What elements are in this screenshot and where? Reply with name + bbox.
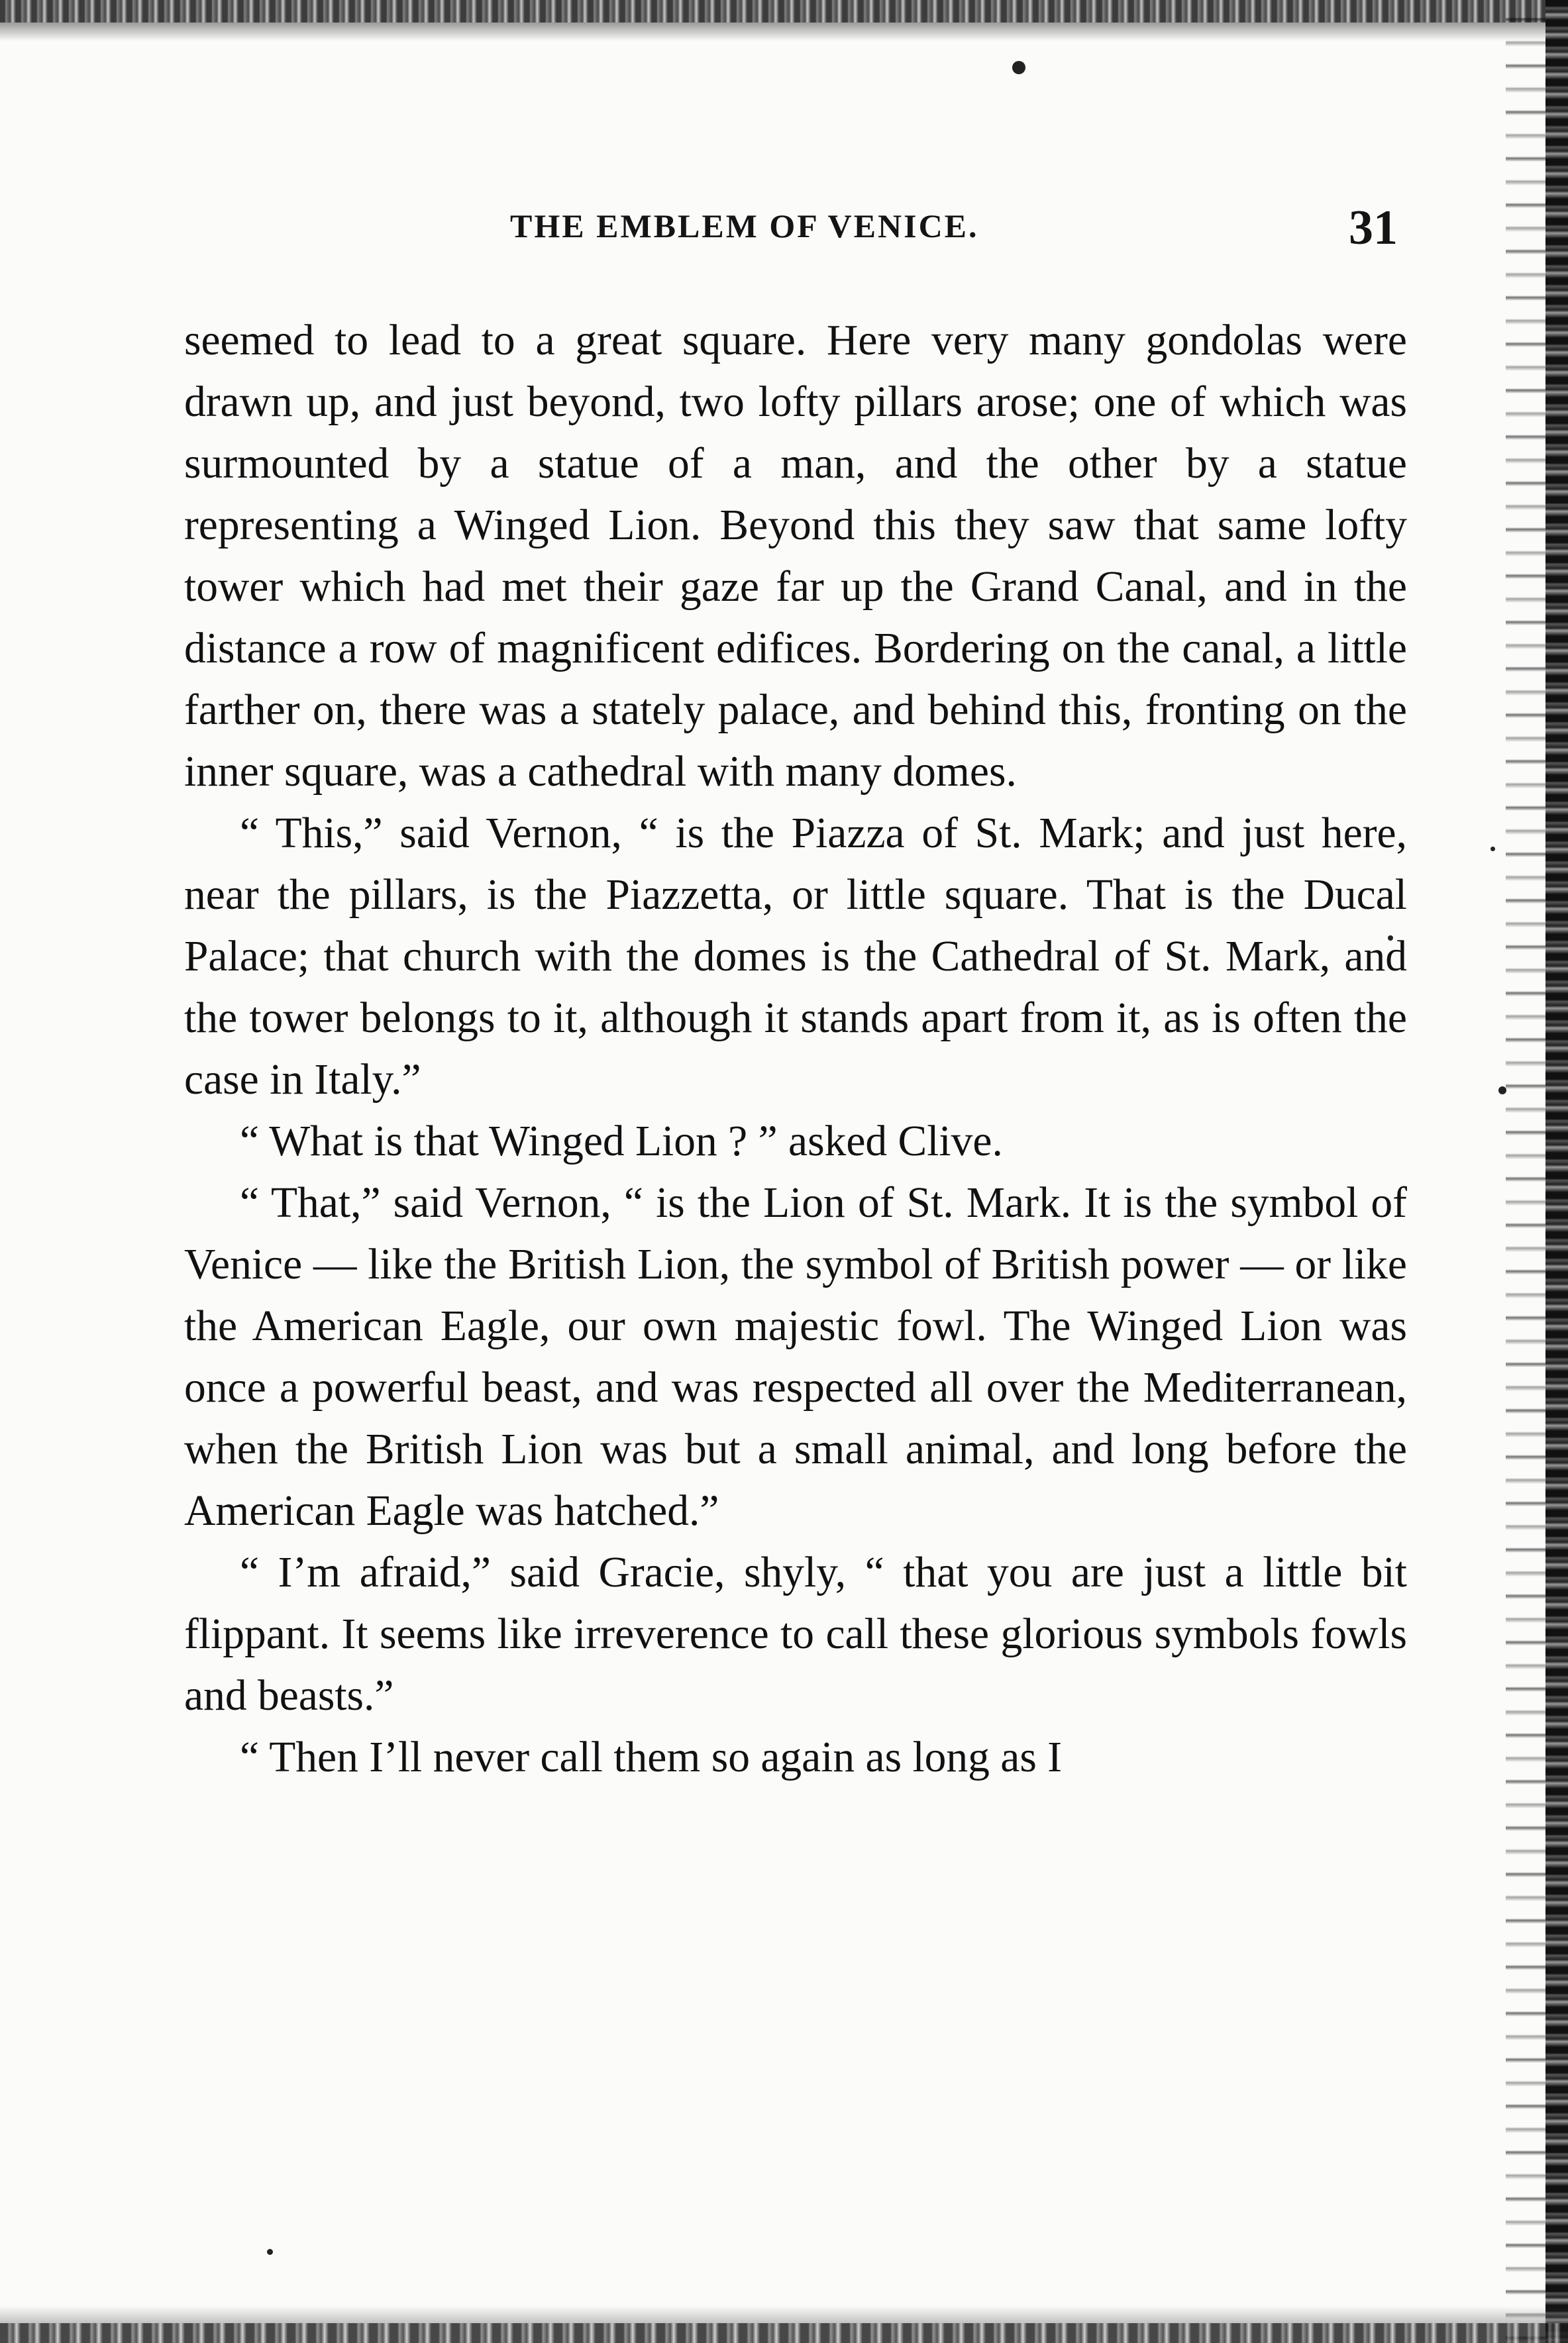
paragraph: “ That,” said Vernon, “ is the Lion of St. Mark. It is the symbol of Venice — like the British Lion, the symbol of British power — or like the American Eagle, our own majestic fowl. The Winged Lion was once a powerful beast, and was respected all over the Mediterranean, when the British Lion was but a small animal, and long before the American Eagle was hatched.” xyxy=(184,1179,1407,1535)
scan-edge-bottom xyxy=(0,2323,1568,2343)
scan-edge-right-shadow xyxy=(1506,0,1545,2343)
running-header xyxy=(179,200,1398,260)
page-number: 31 xyxy=(1349,201,1398,255)
scan-speck xyxy=(267,2249,273,2255)
running-title: THE EMBLEM OF VENICE. xyxy=(510,207,979,244)
scan-edge-right xyxy=(1545,0,1568,2343)
page-body xyxy=(184,310,1407,1789)
scan-speck xyxy=(1012,61,1025,74)
paragraph: “ What is that Winged Lion ? ” asked Clive. xyxy=(240,1118,1003,1165)
scan-speck xyxy=(1490,847,1495,851)
paragraph: seemed to lead to a great square. Here very many gondolas were drawn up, and just beyond, two lofty pillars arose; one of which was surmounted by a statue of a man, and the other by a statue representing a Winged Lion. Beyond this they saw that same lofty tower which had met their gaze far up the Grand Canal, and in the distance a row of magnificent edifices. Bordering on the canal, a little farther on, there was a stately palace, and behind this, fronting on the inner square, was a cathedral with many domes. xyxy=(184,317,1407,796)
scan-speck xyxy=(1498,1086,1506,1094)
paragraph: “ Then I’ll never call them so again as long as I xyxy=(240,1734,1063,1781)
scan-edge-top xyxy=(0,0,1568,23)
scan-edge-bottom-shadow xyxy=(0,2306,1568,2323)
scan-edge-top-shadow xyxy=(0,23,1568,41)
paragraph: “ I’m afraid,” said Gracie, shyly, “ that you are just a little bit flippant. It seems like irreverence to call these glorious symbols fowls and beasts.” xyxy=(184,1549,1407,1720)
paragraph: “ This,” said Vernon, “ is the Piazza of St. Mark; and just here, near the pillars, is the Piazzetta, or little square. That is the Ducal Palace; that church with the domes is the Cathedral of St. Mark, and the tower belongs to it, although it stands apart from it, as is often the case in Italy.” xyxy=(184,809,1407,1104)
